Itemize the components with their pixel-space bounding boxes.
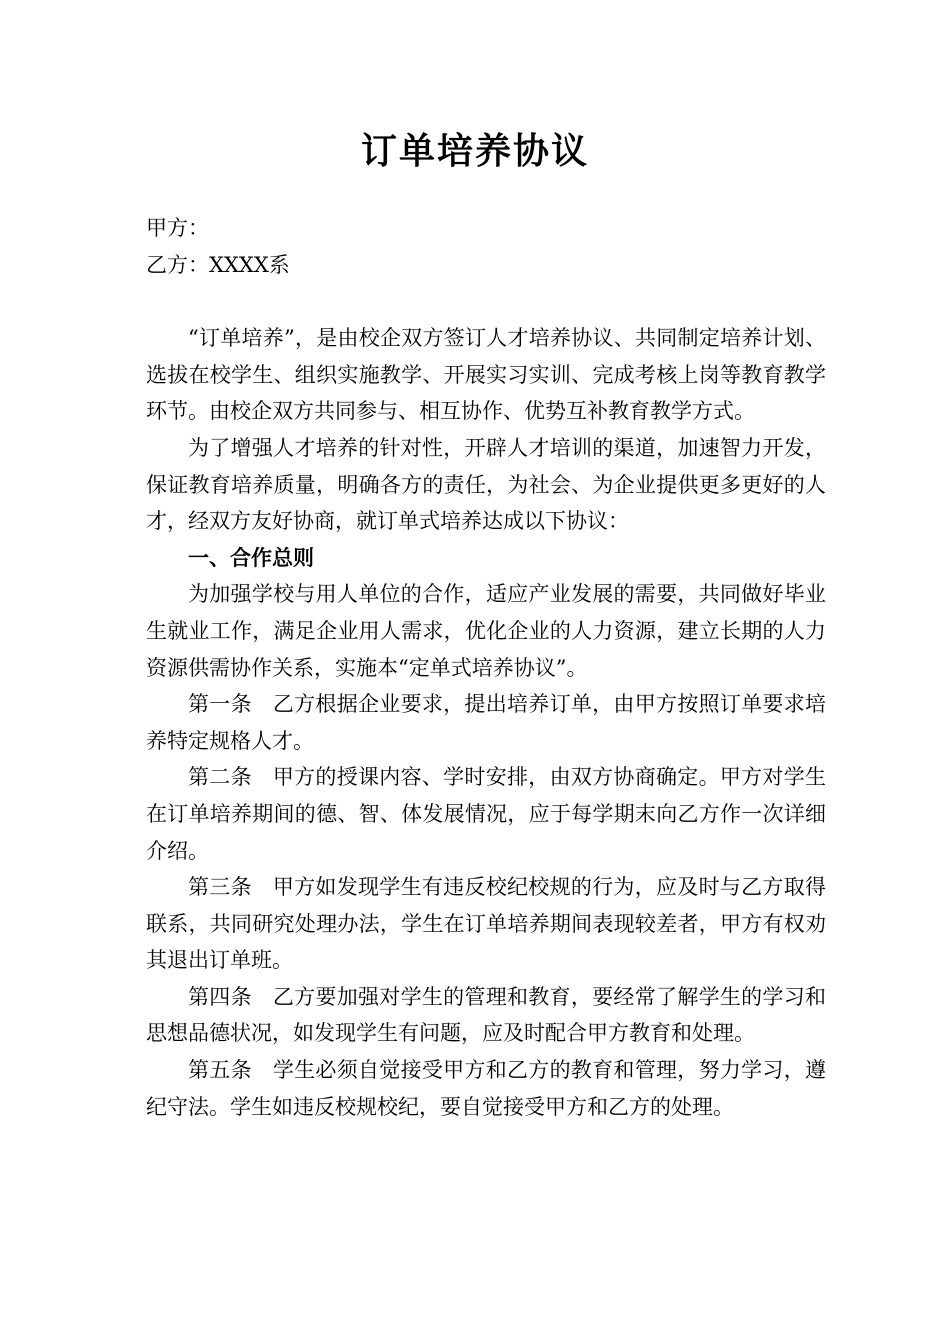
party-a-line: 甲方：	[146, 216, 209, 240]
document-title: 订单培养协议	[360, 131, 589, 172]
article-3	[146, 869, 826, 979]
intro-paragraph-definition: “订单培养”，是由校企双方签订人才培养协议、共同制定培养计划、选拔在校学生、组织实施教学、开展实习实训、完成考核上岗等教育教学环节。由校企双方共同参与、相互协作、优势互补教育教学方式。	[146, 326, 826, 424]
article-text: 学生必须自觉接受甲方和乙方的教育和管理，努力学习，遵纪守法。学生如违反校规校纪，要自觉接受甲方和乙方的处理。	[146, 1058, 826, 1119]
article-2	[146, 759, 826, 869]
article-1	[146, 686, 826, 759]
section-heading-general-principles: 一、合作总则	[188, 545, 314, 570]
article-text: 甲方的授课内容、学时安排，由双方协商确定。甲方对学生在订单培养期间的德、智、体发展情况，应于每学期末向乙方作一次详细介绍。	[146, 765, 826, 863]
article-number: 第一条	[188, 692, 252, 717]
article-number: 第四条	[188, 984, 252, 1009]
article-5	[146, 1052, 826, 1125]
party-b-line: 乙方：XXXX系	[146, 252, 290, 277]
section-paragraph-general-principles: 为加强学校与用人单位的合作，适应产业发展的需要，共同做好毕业生就业工作，满足企业用人需求，优化企业的人力资源，建立长期的人力资源供需协作关系，实施本“定单式培养协议”。	[146, 582, 826, 680]
article-number: 第五条	[188, 1058, 252, 1083]
intro-paragraph-purpose: 为了增强人才培养的针对性，开辟人才培训的渠道，加速智力开发，保证教育培养质量，明确各方的责任，为社会、为企业提供更多更好的人才，经双方友好协商，就订单式培养达成以下协议：	[146, 435, 826, 534]
article-4	[146, 979, 826, 1052]
article-text: 乙方要加强对学生的管理和教育，要经常了解学生的学习和思想品德状况，如发现学生有问题，应及时配合甲方教育和处理。	[146, 984, 826, 1046]
article-number: 第二条	[188, 765, 252, 790]
document-body	[146, 210, 826, 1125]
article-text: 甲方如发现学生有违反校纪校规的行为，应及时与乙方取得联系，共同研究处理办法，学生在订单培养期间表现较差者，甲方有权劝其退出订单班。	[146, 875, 826, 973]
blank-line	[146, 283, 826, 320]
article-text: 乙方根据企业要求，提出培养订单，由甲方按照订单要求培养特定规格人才。	[146, 692, 826, 753]
article-number: 第三条	[188, 875, 252, 900]
